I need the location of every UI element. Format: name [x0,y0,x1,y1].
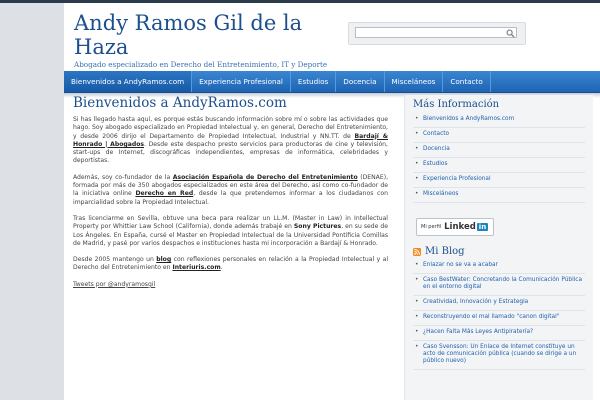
post-paragraph [73,174,388,207]
text: Tras licenciarme en Sevilla, obtuve una beca para realizar un LL.M. (Master in Law) in Intellectual Property por Whittier Law School (California), donde además trabajé en [73,214,388,231]
blog-link[interactable]: blog [156,256,172,264]
sony-pictures-text: Sony Pictures [293,223,342,231]
rss-icon[interactable] [413,248,421,256]
tweets-link[interactable]: Tweets por @andyramosgil [73,280,156,288]
text: . [220,264,223,272]
search-input[interactable] [355,27,517,38]
more-info-list [405,113,593,203]
sidebar [404,95,593,400]
nav-item-docencia[interactable]: Docencia [336,71,384,92]
nav-item-experiencia[interactable]: Experiencia Profesional [192,71,291,92]
nav-item-bienvenidos[interactable]: Bienvenidos a AndyRamos.com [64,71,192,92]
post-paragraph [73,256,388,273]
post-title[interactable]: Bienvenidos a AndyRamos.com [73,95,287,111]
nav-item-estudios[interactable]: Estudios [291,71,336,92]
blog-heading-row [405,242,593,259]
nav-item-contacto[interactable]: Contacto [443,71,490,92]
blog-item[interactable]: • Reconstruyendo el mal llamado "canon digital" [413,311,585,326]
sidebar-item-docencia[interactable]: • Docencia [413,143,585,158]
search-icon[interactable] [506,29,515,38]
text: . Desde este despacho presto servicios para productoras de cine y televisión, start-ups de Internet, discográficas independientes, empresas de informática, celebridades y deportistas. [73,140,388,165]
text: , desde la que pretendemos informar a los ciudadanos con imparcialidad sobre la Propiedad Intelectual. [73,190,388,206]
blog-list [405,259,593,370]
blog-item[interactable]: • Enlazar no se va a acabar [413,259,585,274]
text: , en su sede de Los Ángeles. En España, cursé el Master en Propiedad Intelectual de la Universidad Pontificia Comillas de Madrid, y pasé por varios despachos e instituciones hasta mi incorporación a Bardají & Honrado. [73,223,389,247]
main-content [73,95,388,288]
interiuris-link[interactable]: Interiuris.com [172,264,221,272]
sidebar-heading-blog: Mi Blog [425,246,465,257]
bardaji-link[interactable]: Bardají & Honrado | Abogados [73,132,389,148]
sidebar-item-miscelaneos[interactable]: • Misceláneos [413,188,585,203]
text: (DENAE), formada por más de 350 abogados especializados en este área del Derecho, así como co-fundador de la iniciativa online [73,173,389,198]
text: con reflexiones personales en relación a la Propiedad Intelectual y al Derecho del Entretenimiento en [73,256,389,272]
sidebar-heading-more-info: Más Información [413,99,500,110]
post-paragraph [73,116,388,166]
text: Desde 2005 mantengo un [73,256,157,264]
sidebar-item-contacto[interactable]: • Contacto [413,128,585,143]
blog-item[interactable]: • Creatividad, Innovación y Estrategia [413,296,585,311]
blog-item[interactable]: • Caso Svensson: Un Enlace de Internet constituye un acto de comunicación pública (cuando se dirige a un público nuevo) [413,341,585,370]
sidebar-item-bienvenidos[interactable]: • Bienvenidos a AndyRamos.com [413,113,585,128]
derecho-en-red-link[interactable]: Derecho en Red [135,190,194,198]
text: Si has llegado hasta aquí, es porque estás buscando información sobre mí o sobre las actividades que hago. Soy abogado especializado en Propiedad Intelectual y, en general, Derecho del Entretenimiento, y desde 2006 dirijo el Departamento de Propiedad Intelectual, Industrial y NN.TT. de [73,116,388,140]
search-box [348,22,526,45]
linkedin-brand: Linked [444,222,476,232]
blog-item[interactable]: • Caso BestWater: Concretando la Comunicación Pública en el entorno digital [413,274,585,296]
linkedin-small-text: Mi perfil [421,224,442,230]
sidebar-item-estudios[interactable]: • Estudios [413,158,585,173]
site-tagline: Abogado especializado en Derecho del Entretenimiento, IT y Deporte [74,60,328,69]
nav-item-miscelaneos[interactable]: Misceláneos [385,71,444,92]
denae-link[interactable]: Asociación Española de Derecho del Entretenimiento [172,173,358,181]
text: Además, soy co-fundador de la [73,173,173,181]
blog-item[interactable]: • ¿Hacen Falta Más Leyes Antipiratería? [413,326,585,341]
site-title[interactable]: Andy Ramos Gil de la Haza [74,11,303,59]
linkedin-profile-badge[interactable] [416,218,494,236]
main-nav [64,71,600,93]
sidebar-item-experiencia[interactable]: • Experiencia Profesional [413,173,585,188]
linkedin-in-icon: in [478,223,487,231]
page [64,3,600,400]
post-paragraph [73,215,388,248]
